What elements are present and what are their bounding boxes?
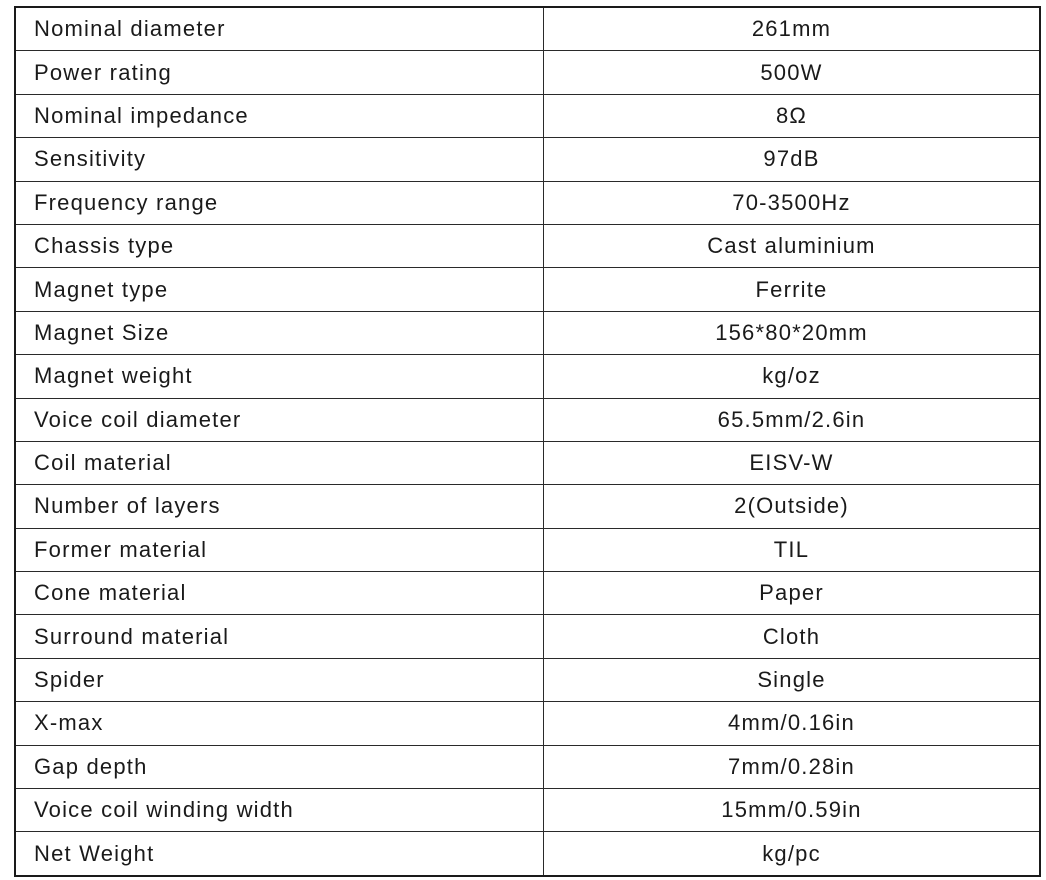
spec-label: Number of layers	[15, 485, 544, 528]
spec-label: X-max	[15, 702, 544, 745]
table-row	[15, 51, 1040, 94]
spec-label: Frequency range	[15, 181, 544, 224]
spec-label: Magnet weight	[15, 355, 544, 398]
spec-label: Nominal diameter	[15, 7, 544, 51]
spec-value: kg/oz	[544, 355, 1041, 398]
table-row	[15, 702, 1040, 745]
spec-value: 156*80*20mm	[544, 311, 1041, 354]
spec-value: 65.5mm/2.6in	[544, 398, 1041, 441]
spec-label: Gap depth	[15, 745, 544, 788]
spec-label: Former material	[15, 528, 544, 571]
spec-value: kg/pc	[544, 832, 1041, 876]
table-row	[15, 615, 1040, 658]
spec-label: Net Weight	[15, 832, 544, 876]
spec-label: Magnet Size	[15, 311, 544, 354]
spec-value: Single	[544, 658, 1041, 701]
spec-label: Coil material	[15, 441, 544, 484]
table-row	[15, 7, 1040, 51]
spec-value: TIL	[544, 528, 1041, 571]
spec-value: Paper	[544, 572, 1041, 615]
table-row	[15, 572, 1040, 615]
spec-value: 15mm/0.59in	[544, 789, 1041, 832]
spec-value: Ferrite	[544, 268, 1041, 311]
table-row	[15, 441, 1040, 484]
spec-value: 261mm	[544, 7, 1041, 51]
table-row	[15, 94, 1040, 137]
spec-value: Cast aluminium	[544, 224, 1041, 267]
table-row	[15, 745, 1040, 788]
spec-value: 8Ω	[544, 94, 1041, 137]
table-row	[15, 138, 1040, 181]
spec-label: Cone material	[15, 572, 544, 615]
spec-label: Sensitivity	[15, 138, 544, 181]
spec-label: Power rating	[15, 51, 544, 94]
table-row	[15, 398, 1040, 441]
spec-value: EISV-W	[544, 441, 1041, 484]
table-row	[15, 224, 1040, 267]
spec-label: Chassis type	[15, 224, 544, 267]
spec-value: Cloth	[544, 615, 1041, 658]
spec-label: Voice coil diameter	[15, 398, 544, 441]
spec-label: Voice coil winding width	[15, 789, 544, 832]
spec-value: 2(Outside)	[544, 485, 1041, 528]
spec-label: Magnet type	[15, 268, 544, 311]
spec-value: 97dB	[544, 138, 1041, 181]
table-row	[15, 181, 1040, 224]
table-row	[15, 268, 1040, 311]
spec-label: Spider	[15, 658, 544, 701]
spec-label: Surround material	[15, 615, 544, 658]
spec-value: 70-3500Hz	[544, 181, 1041, 224]
spec-label: Nominal impedance	[15, 94, 544, 137]
table-row	[15, 832, 1040, 876]
table-row	[15, 485, 1040, 528]
table-row	[15, 311, 1040, 354]
spec-value: 7mm/0.28in	[544, 745, 1041, 788]
spec-value: 500W	[544, 51, 1041, 94]
table-row	[15, 355, 1040, 398]
spec-value: 4mm/0.16in	[544, 702, 1041, 745]
table-row	[15, 658, 1040, 701]
table-row	[15, 528, 1040, 571]
spec-table	[14, 6, 1041, 877]
table-row	[15, 789, 1040, 832]
